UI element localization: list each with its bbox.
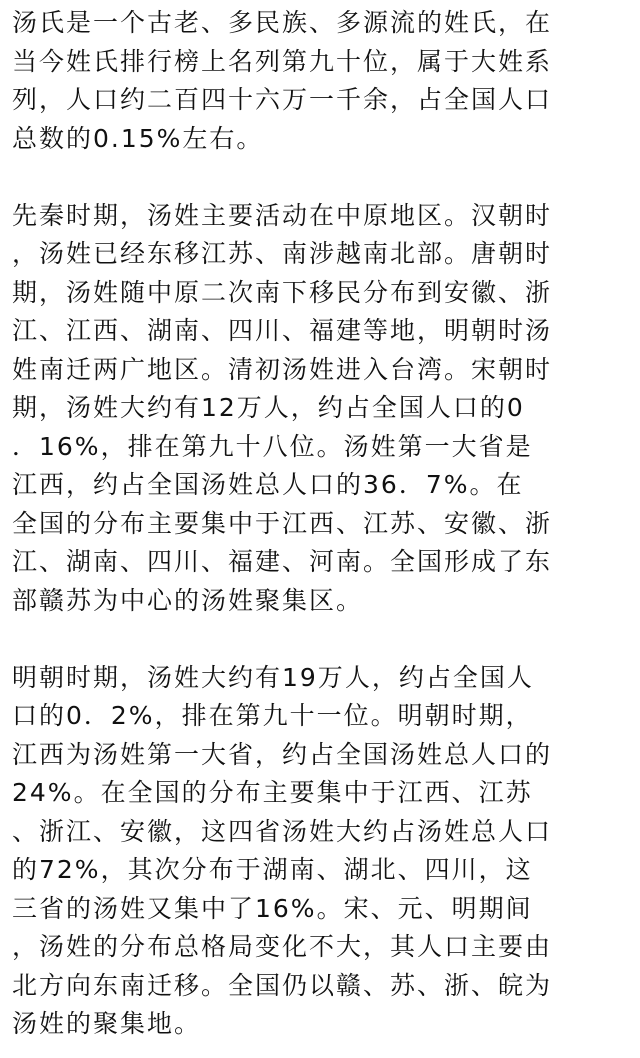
text-line: 当今姓氏排行榜上名列第九十位，属于大姓系 [12,46,553,76]
text-line: ，汤姓的分布总格局变化不大，其人口主要由 [12,932,553,961]
text-line: 汤姓的聚集地。 [12,1009,202,1038]
text-line: 三省的汤姓又集中了16%。宋、元、明期间 [12,893,533,923]
text-line: ，汤姓已经东移江苏、南涉越南北部。唐朝时 [12,239,553,268]
text-line: 列，人口约二百四十六万一千余，占全国人口 [12,85,553,114]
paragraph-origin [12,4,630,158]
text-line: 口的0．2%，排在第九十一位。明朝时期， [12,701,533,730]
text-line: 、浙江、安徽，这四省汤姓大约占汤姓总人口 [12,816,553,846]
text-line: 江、湖南、四川、福建、河南。全国形成了东 [12,547,553,576]
text-line: 部赣苏为中心的汤姓聚集区。 [12,585,364,615]
text-line: 的72%，其次分布于湖南、湖北、四川，这 [12,855,533,884]
text-line: 先秦时期，汤姓主要活动在中原地区。汉朝时 [12,200,553,230]
text-line: 期，汤姓大约有12万人，约占全国人口的0 [12,393,525,422]
text-line: 姓南迁两广地区。清初汤姓进入台湾。宋朝时 [12,354,553,384]
paragraph-ming-dynasty [12,659,630,1044]
paragraph-history [12,197,630,621]
text-line: 24%。在全国的分布主要集中于江西、江苏 [12,778,533,807]
text-line: 总数的0.15%左右。 [12,123,264,153]
text-line: 江西为汤姓第一大省，约占全国汤姓总人口的 [12,739,553,769]
text-line: 明朝时期，汤姓大约有19万人，约占全国人 [12,662,534,692]
text-line: 期，汤姓随中原二次南下移民分布到安徽、浙 [12,277,553,307]
text-line: 汤氏是一个古老、多民族、多源流的姓氏，在 [12,8,553,37]
paragraph-gap [12,158,630,197]
text-line: 江、江西、湖南、四川、福建等地，明朝时汤 [12,316,553,345]
text-line: 北方向东南迁移。全国仍以赣、苏、浙、皖为 [12,970,553,1000]
text-line: 江西，约占全国汤姓总人口的36．7%。在 [12,470,524,499]
text-line: 全国的分布主要集中于江西、江苏、安徽、浙 [12,508,553,538]
paragraph-gap [12,620,630,659]
text-line: ．16%，排在第九十八位。汤姓第一大省是 [12,431,533,461]
